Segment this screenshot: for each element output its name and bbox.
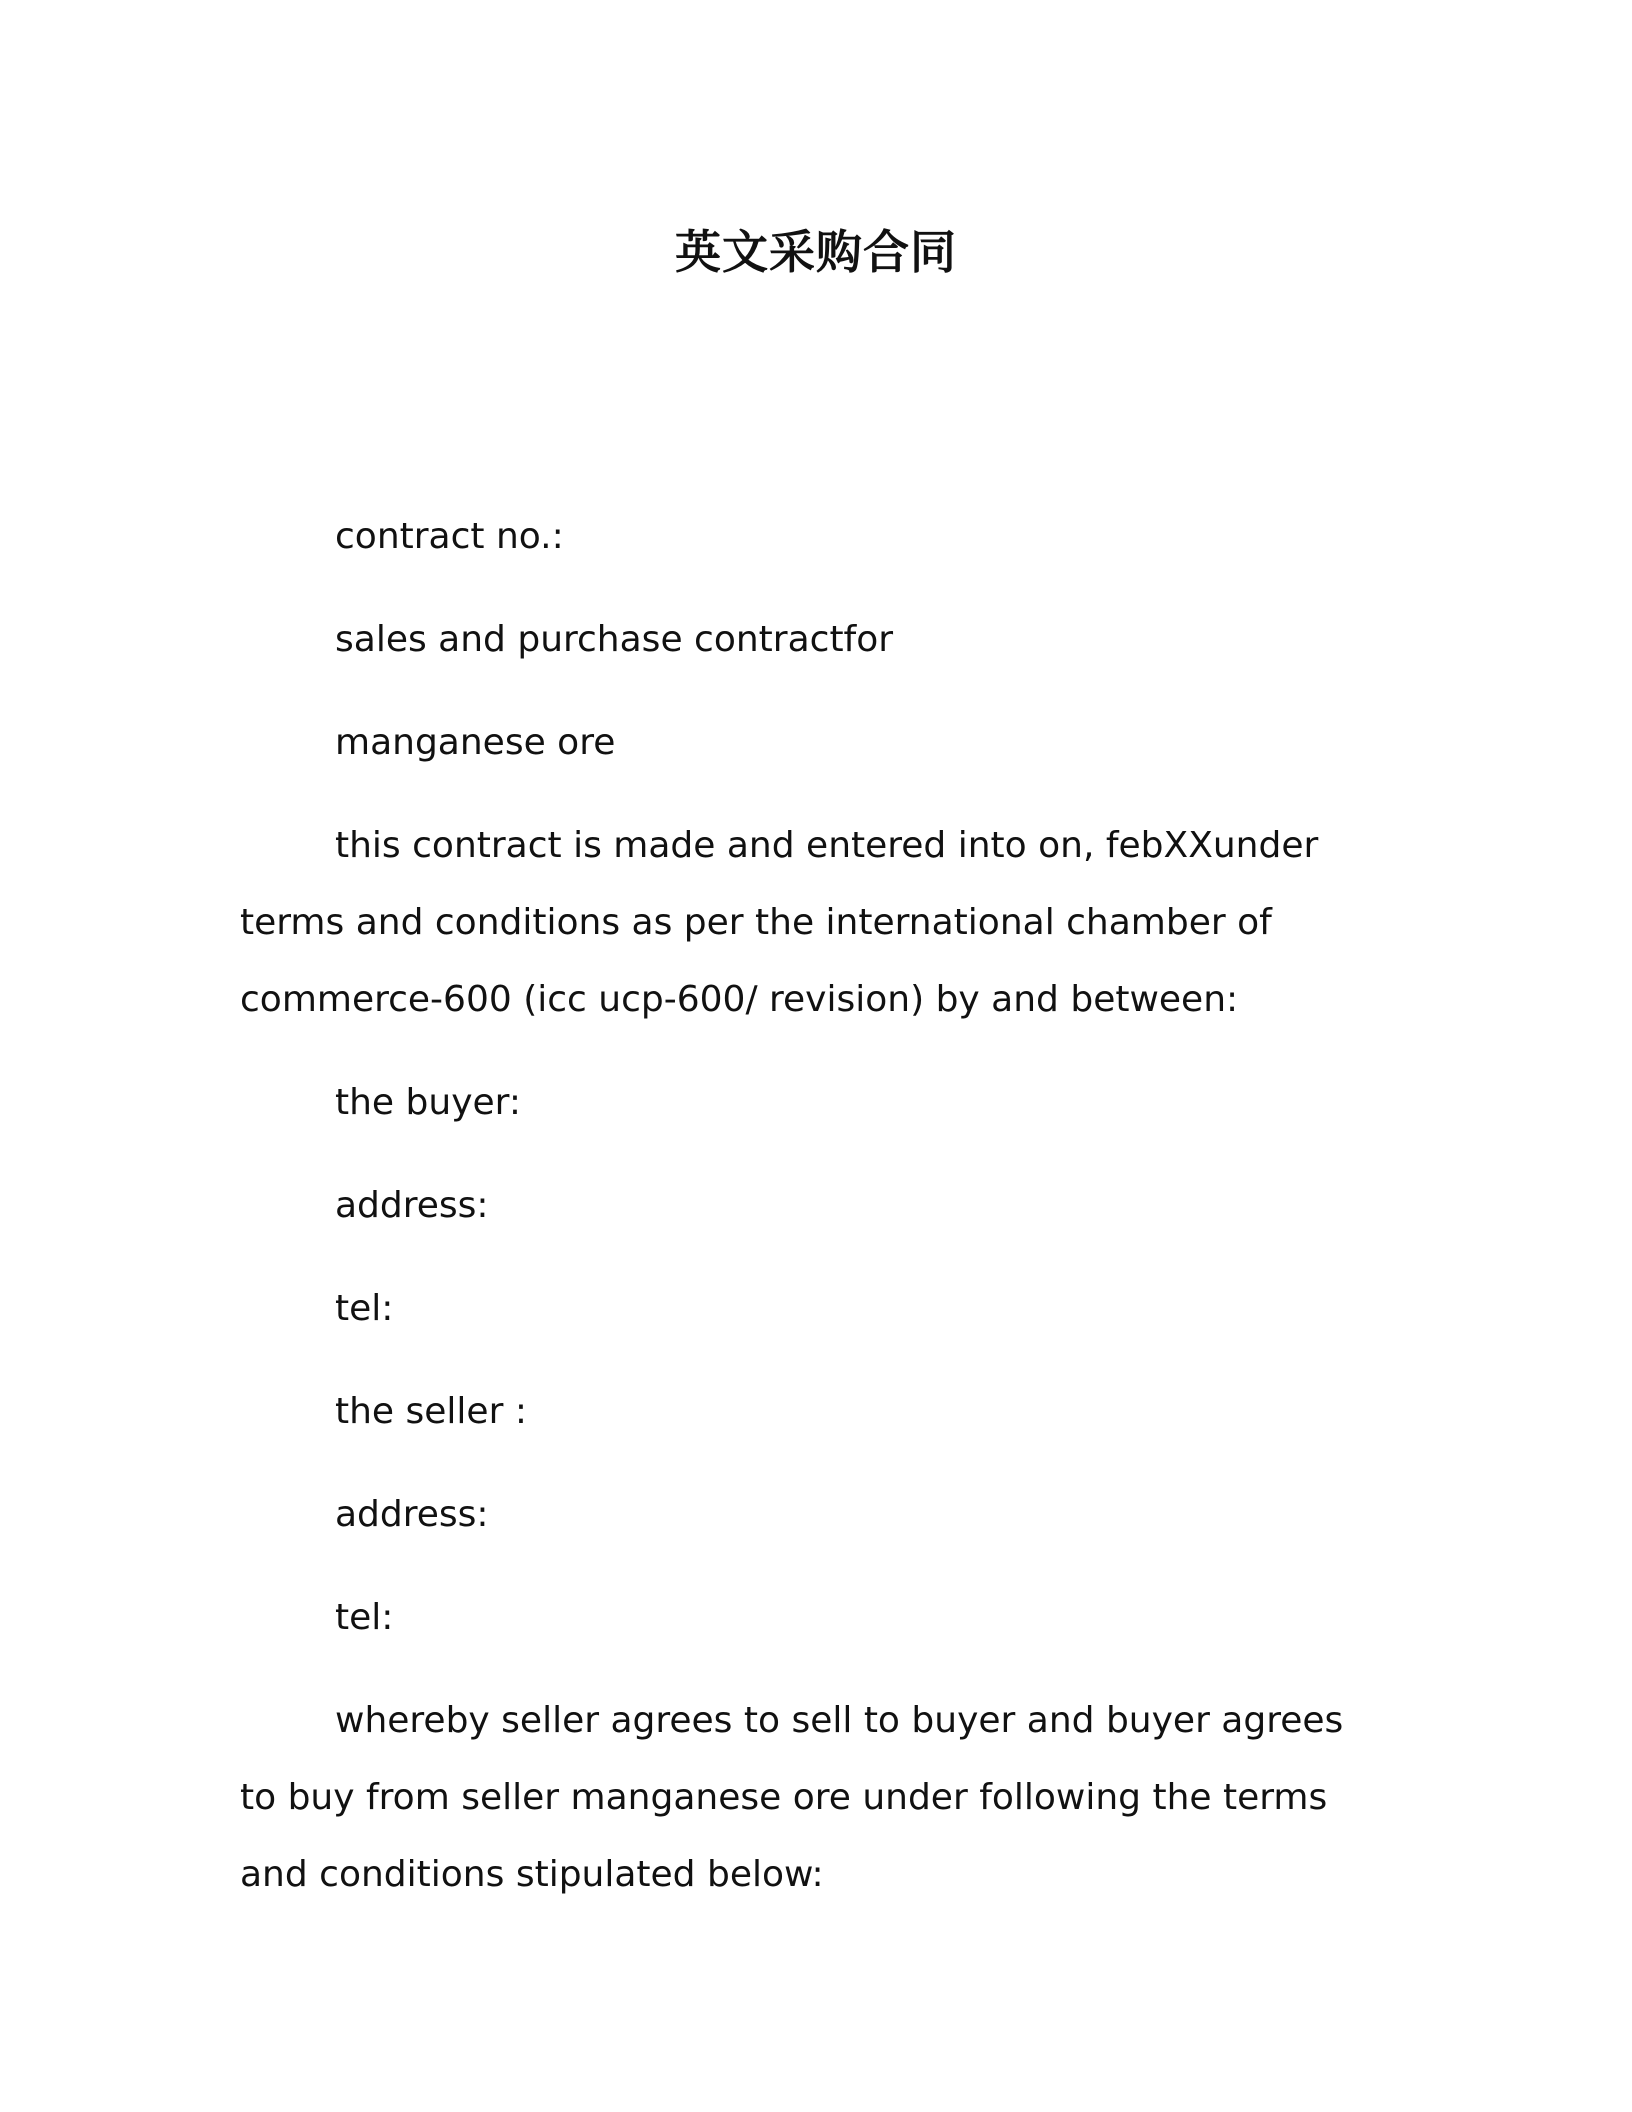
contract-intro-paragraph: this contract is made and entered into on, febXXunder terms and conditions as per the international chamber of commerce-600 (icc ucp-600/ revision) by and between: xyxy=(240,825,1330,1020)
buyer-address-label: address: xyxy=(335,1185,489,1226)
agreement-paragraph: whereby seller agrees to sell to buyer and buyer agrees to buy from seller manganese ore under following the terms and conditions stipulated below: xyxy=(240,1700,1355,1895)
document-title: 英文采购合同 xyxy=(675,225,957,279)
buyer-tel-label: tel: xyxy=(335,1288,394,1329)
seller-label: the seller : xyxy=(335,1391,527,1432)
contract-number-line: contract no.: xyxy=(335,516,564,557)
contract-heading-line: sales and purchase contractfor xyxy=(335,619,894,660)
product-line: manganese ore xyxy=(335,722,616,763)
seller-address-label: address: xyxy=(335,1494,489,1535)
document-body xyxy=(240,498,1390,1939)
buyer-label: the buyer: xyxy=(335,1082,521,1123)
seller-tel-label: tel: xyxy=(335,1597,394,1638)
